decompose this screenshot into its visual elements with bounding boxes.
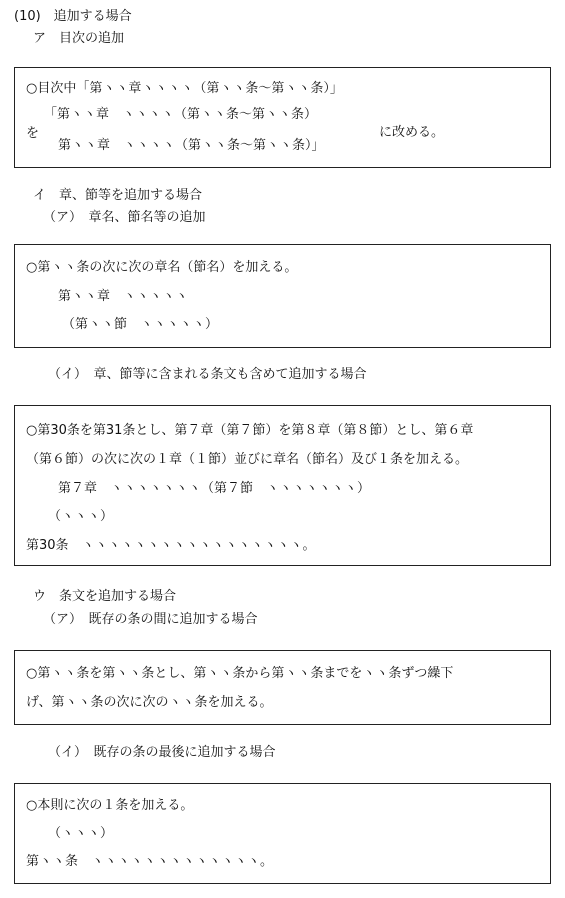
box3-line5: 第30条 ヽヽヽヽヽヽヽヽヽヽヽヽヽヽヽヽヽ。 xyxy=(26,538,316,553)
box1-line3: 第ヽヽ章 ヽヽヽヽ（第ヽヽ条～第ヽヽ条）」 xyxy=(58,138,325,153)
heading-section-10: (10) 追加する場合 xyxy=(14,9,132,24)
example-box-toc xyxy=(14,67,551,168)
box3-line3: 第７章 ヽヽヽヽヽヽヽ（第７節 ヽヽヽヽヽヽヽ） xyxy=(58,481,371,496)
example-box-chapter-articles xyxy=(14,405,551,566)
box1-tail: に改める。 xyxy=(379,125,445,140)
box3-line2: （第６節）の次に次の１章（１節）並びに章名（節名）及び１条を加える。 xyxy=(26,452,469,467)
example-box-append-end xyxy=(14,783,551,884)
box5-line1: ○本則に次の１条を加える。 xyxy=(26,798,194,813)
box2-line1: ○第ヽヽ条の次に次の章名（節名）を加える。 xyxy=(26,260,298,275)
box3-line1: ○第30条を第31条とし、第７章（第７節）を第８章（第８節）とし、第６章 xyxy=(26,423,474,438)
box1-wo: を xyxy=(26,126,40,141)
heading-i-chapter: イ 章、節等を追加する場合 xyxy=(33,188,203,203)
box5-line2: （ヽヽヽ） xyxy=(48,826,114,841)
box1-line2: 「第ヽヽ章 ヽヽヽヽ（第ヽヽ条～第ヽヽ条） xyxy=(44,107,318,122)
box2-line3: （第ヽヽ節 ヽヽヽヽヽ） xyxy=(62,317,219,332)
example-box-chapter-name xyxy=(14,244,551,348)
heading-a-toc: ア 目次の追加 xyxy=(33,31,125,46)
heading-i-b: （イ） 章、節等に含まれる条文も含めて追加する場合 xyxy=(48,367,367,382)
box4-line2: げ、第ヽヽ条の次に次のヽヽ条を加える。 xyxy=(26,695,273,710)
box1-line1: ○目次中「第ヽヽ章ヽヽヽヽ（第ヽヽ条～第ヽヽ条）」 xyxy=(26,81,343,96)
box5-line3: 第ヽヽ条 ヽヽヽヽヽヽヽヽヽヽヽヽヽ。 xyxy=(26,854,274,869)
box4-line1: ○第ヽヽ条を第ヽヽ条とし、第ヽヽ条から第ヽヽ条までをヽヽ条ずつ繰下 xyxy=(26,666,454,681)
heading-u-article: ウ 条文を追加する場合 xyxy=(33,589,177,604)
heading-u-b: （イ） 既存の条の最後に追加する場合 xyxy=(48,745,276,760)
box3-line4: （ヽヽヽ） xyxy=(48,509,114,524)
heading-i-a: （ア） 章名、節名等の追加 xyxy=(43,210,206,225)
box2-line2: 第ヽヽ章 ヽヽヽヽヽ xyxy=(58,289,189,304)
heading-u-a: （ア） 既存の条の間に追加する場合 xyxy=(43,612,258,627)
example-box-insert-between xyxy=(14,650,551,725)
